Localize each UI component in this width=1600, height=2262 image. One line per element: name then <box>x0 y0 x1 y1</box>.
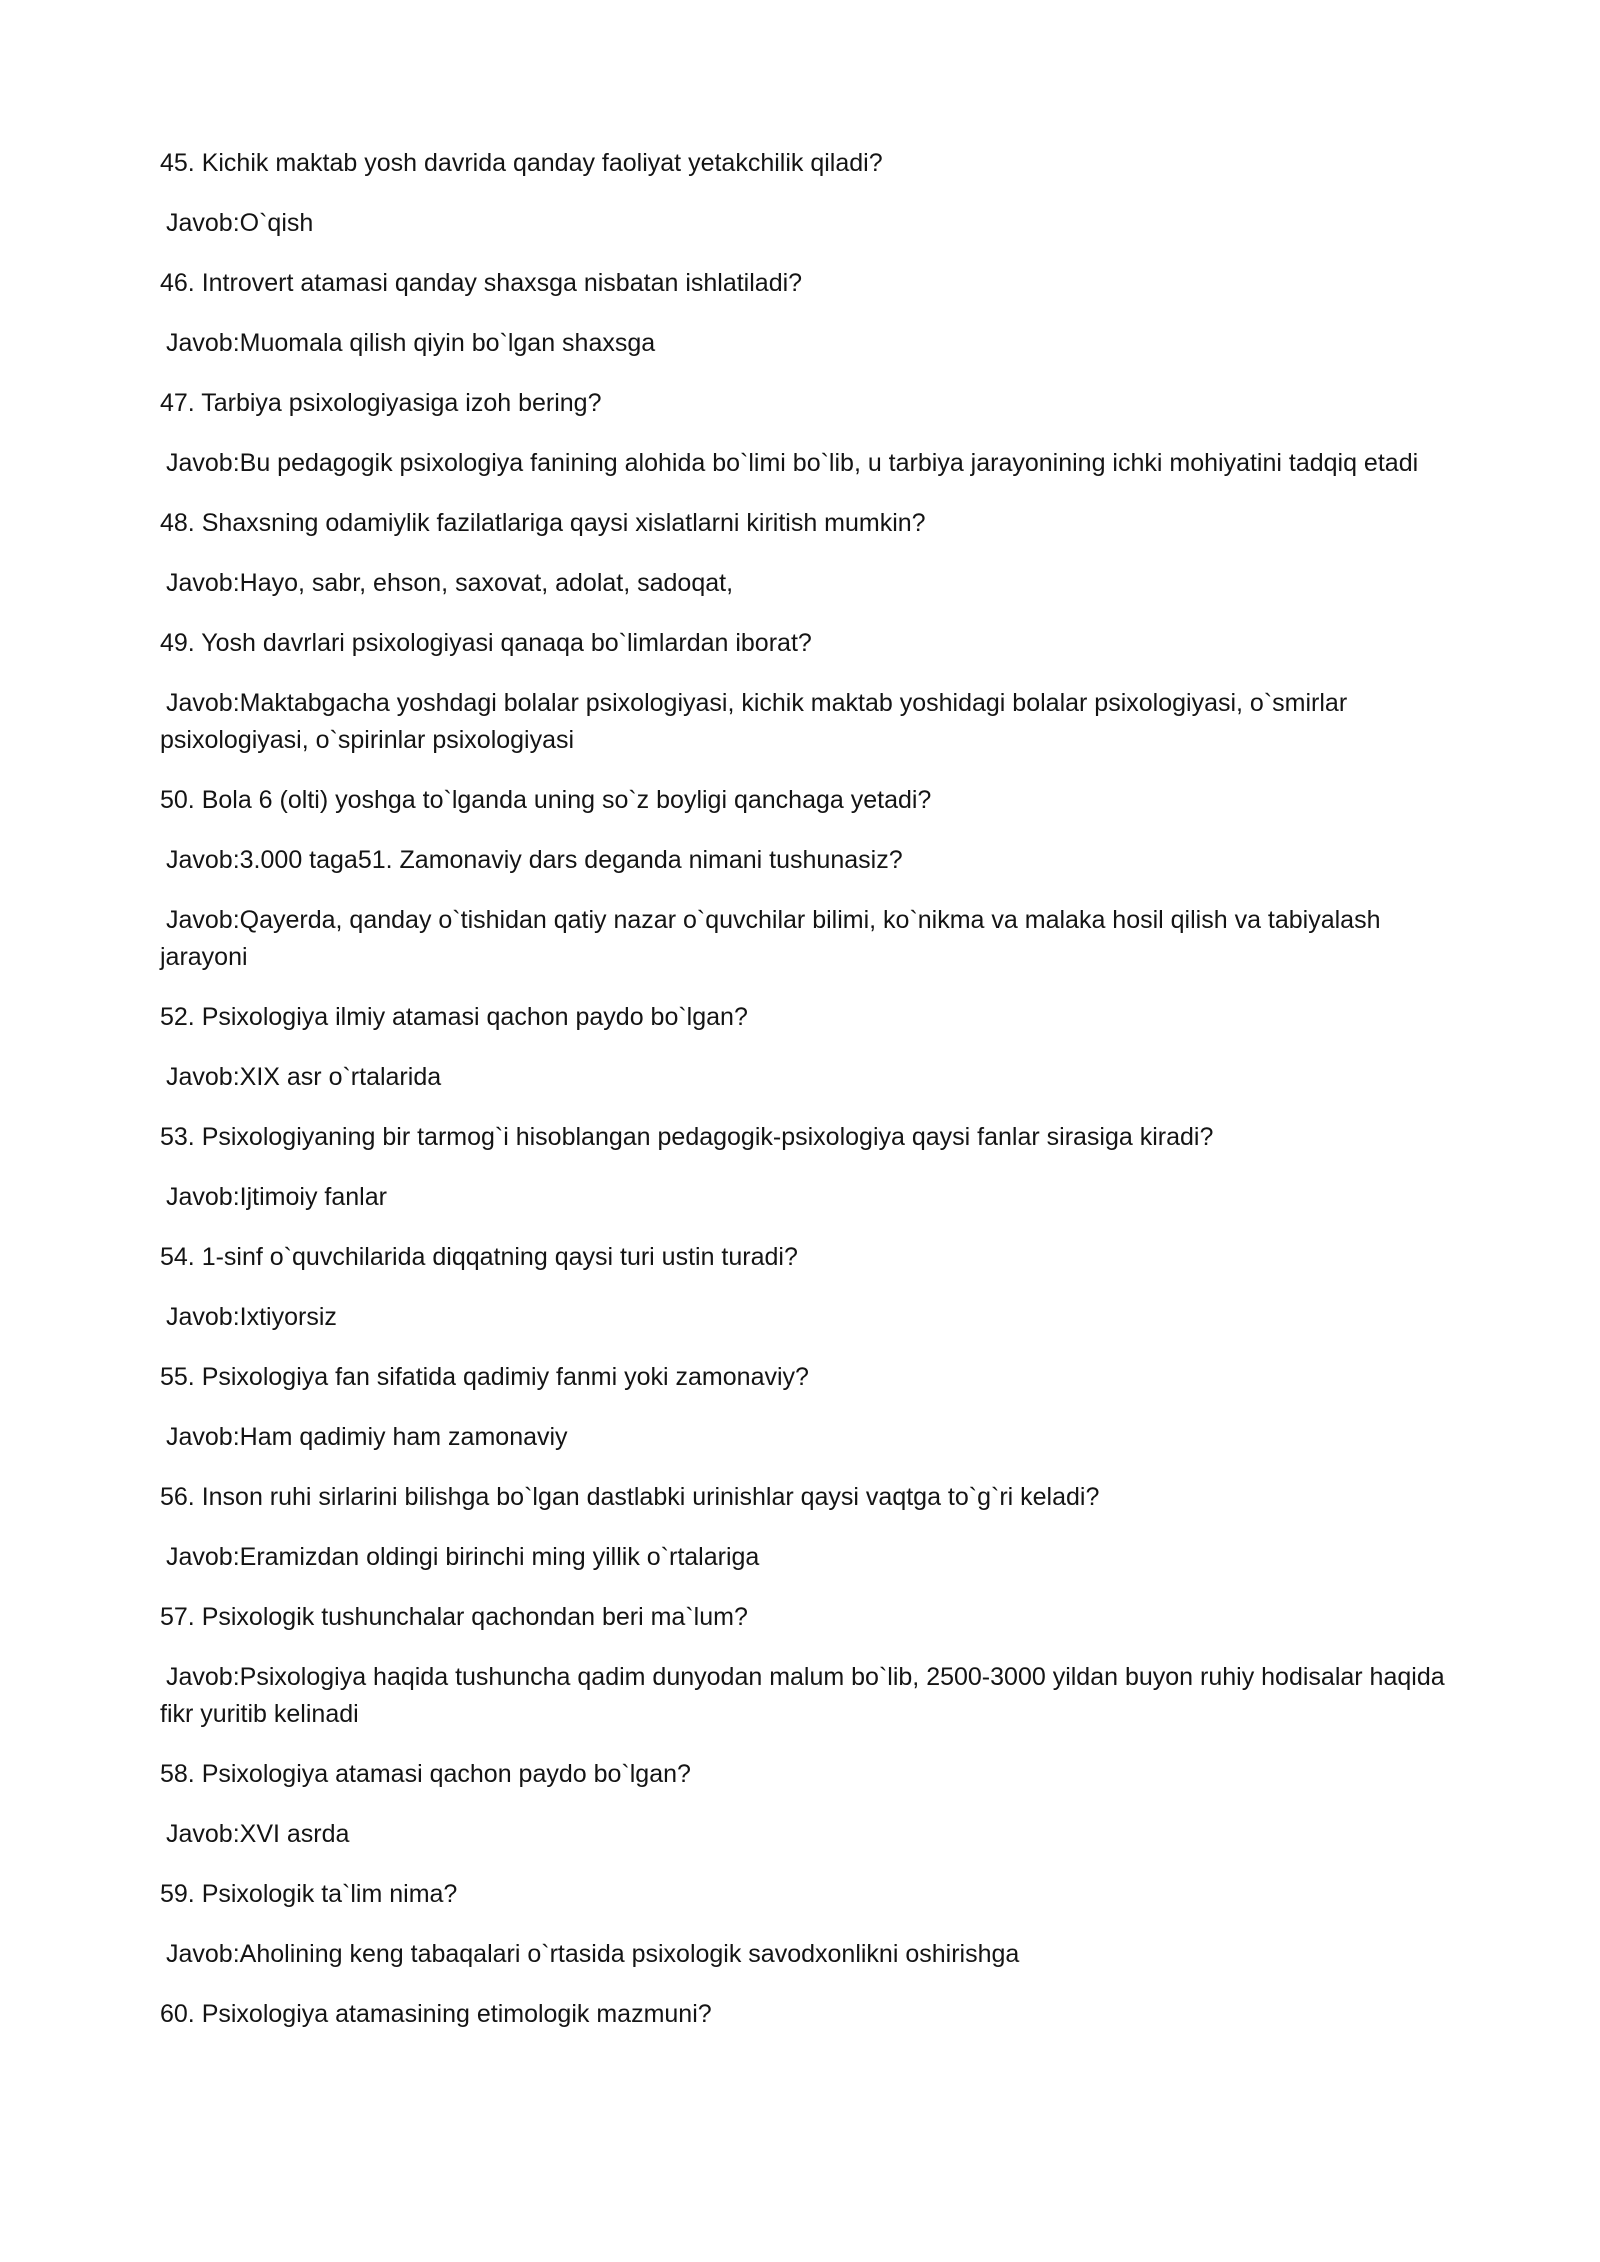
answer-paragraph: Javob:Ham qadimiy ham zamonaviy <box>166 1423 568 1451</box>
answer-paragraph: Javob:XVI asrda <box>166 1820 350 1848</box>
answer-paragraph: Javob:O`qish <box>166 209 314 237</box>
question-paragraph: 60. Psixologiya atamasining etimologik mazmuni? <box>160 2000 712 2028</box>
question-paragraph: 49. Yosh davrlari psixologiyasi qanaqa bo`limlardan iborat? <box>160 629 812 657</box>
question-paragraph: 50. Bola 6 (olti) yoshga to`lganda uning so`z boyligi qanchaga yetadi? <box>160 786 932 814</box>
answer-paragraph: Javob:Ixtiyorsiz <box>166 1303 337 1331</box>
question-paragraph: 56. Inson ruhi sirlarini bilishga bo`lgan dastlabki urinishlar qaysi vaqtga to`g`ri keladi? <box>160 1483 1100 1511</box>
answer-paragraph: Javob:XIX asr o`rtalarida <box>166 1063 442 1091</box>
question-paragraph: 55. Psixologiya fan sifatida qadimiy fanmi yoki zamonaviy? <box>160 1363 809 1391</box>
answer-paragraph: Javob:Qayerda, qanday o`tishidan qatiy nazar o`quvchilar bilimi, ko`nikma va malaka hosil qilish va tabiyalash jarayoni <box>160 906 1381 971</box>
question-paragraph: 48. Shaxsning odamiylik fazilatlariga qaysi xislatlarni kiritish mumkin? <box>160 509 926 537</box>
answer-paragraph: Javob:Maktabgacha yoshdagi bolalar psixologiyasi, kichik maktab yoshidagi bolalar psixologiyasi, o`smirlar psixologiyasi, o`spirinlar psixologiyasi <box>160 689 1348 754</box>
answer-paragraph: Javob:Eramizdan oldingi birinchi ming yillik o`rtalariga <box>166 1543 760 1571</box>
answer-paragraph: Javob:Hayo, sabr, ehson, saxovat, adolat, sadoqat, <box>166 569 734 597</box>
question-paragraph: 47. Tarbiya psixologiyasiga izoh bering? <box>160 389 602 417</box>
question-paragraph: 53. Psixologiyaning bir tarmog`i hisoblangan pedagogik-psixologiya qaysi fanlar sirasiga kiradi? <box>160 1123 1214 1151</box>
answer-paragraph: Javob:Bu pedagogik psixologiya fanining alohida bo`limi bo`lib, u tarbiya jarayonining ichki mohiyatini tadqiq etadi <box>166 449 1419 477</box>
question-paragraph: 45. Kichik maktab yosh davrida qanday faoliyat yetakchilik qiladi? <box>160 149 883 177</box>
answer-paragraph: Javob:Psixologiya haqida tushuncha qadim dunyodan malum bo`lib, 2500-3000 yildan buyon ruhiy hodisalar haqida fikr yuritib kelinadi <box>160 1663 1445 1728</box>
answer-paragraph: Javob:Ijtimoiy fanlar <box>166 1183 387 1211</box>
question-paragraph: 57. Psixologik tushunchalar qachondan beri ma`lum? <box>160 1603 748 1631</box>
question-paragraph: 54. 1-sinf o`quvchilarida diqqatning qaysi turi ustin turadi? <box>160 1243 798 1271</box>
document-body <box>160 145 1452 2033</box>
question-paragraph: 52. Psixologiya ilmiy atamasi qachon paydo bo`lgan? <box>160 1003 748 1031</box>
answer-paragraph: Javob:3.000 taga51. Zamonaviy dars deganda nimani tushunasiz? <box>166 846 903 874</box>
question-paragraph: 46. Introvert atamasi qanday shaxsga nisbatan ishlatiladi? <box>160 269 803 297</box>
answer-paragraph: Javob:Aholining keng tabaqalari o`rtasida psixologik savodxonlikni oshirishga <box>166 1940 1020 1968</box>
question-paragraph: 58. Psixologiya atamasi qachon paydo bo`lgan? <box>160 1760 691 1788</box>
question-paragraph: 59. Psixologik ta`lim nima? <box>160 1880 458 1908</box>
answer-paragraph: Javob:Muomala qilish qiyin bo`lgan shaxsga <box>166 329 656 357</box>
